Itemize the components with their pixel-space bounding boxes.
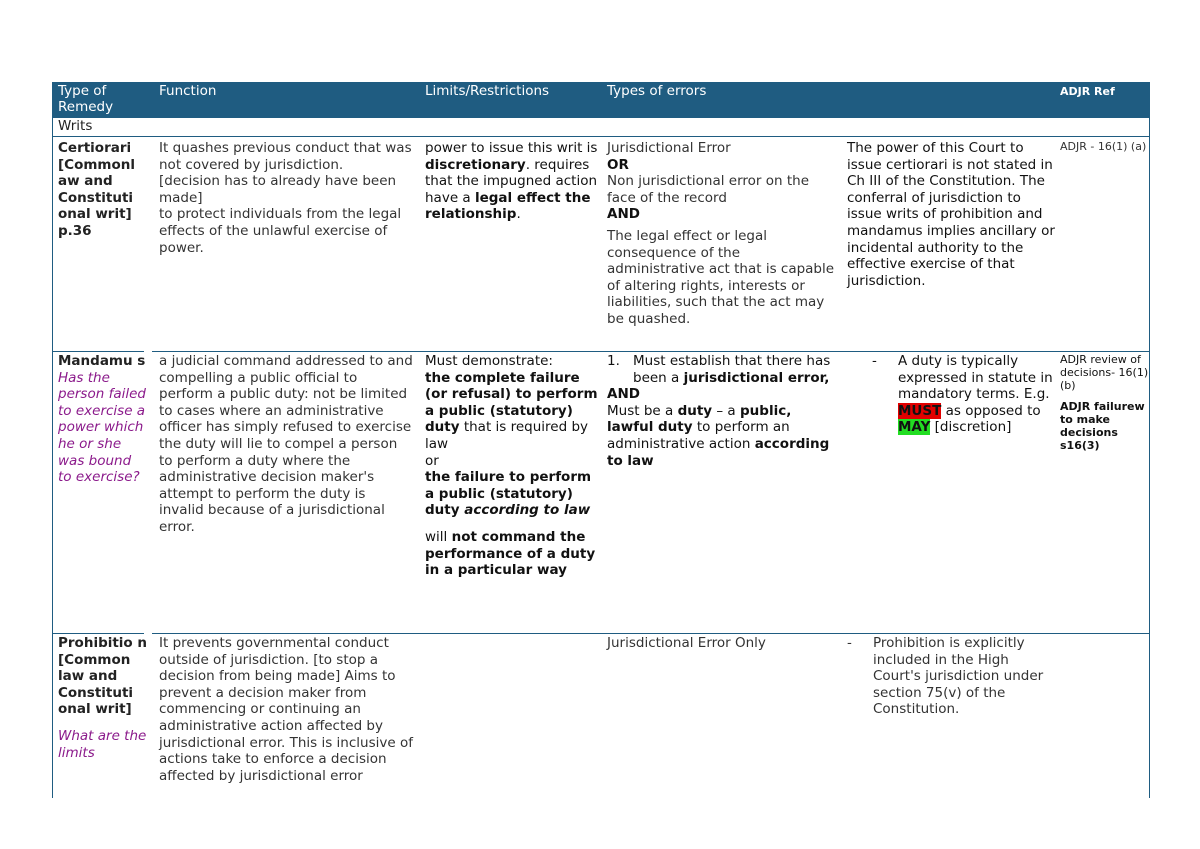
notes-text: Prohibition is explicitly included in the High Court's jurisdiction under section 75(v) of the Constitution. bbox=[873, 635, 1044, 718]
header-type: Type of Remedy bbox=[58, 83, 114, 115]
remedy-name: Mandamu s bbox=[58, 353, 146, 369]
function-line: [decision has to already have been made] bbox=[159, 173, 397, 206]
errors-cell bbox=[607, 140, 837, 328]
limits-bold-italic: according to law bbox=[464, 502, 591, 519]
remedy-name: Certiorari [Commonl aw and Constituti onal writ] p.36 bbox=[58, 140, 135, 239]
errors-line: The legal effect or legal consequence of the administrative act that is capable of altering rights, interests or liabilities, such that the act may be quashed. bbox=[607, 227, 835, 327]
header-errors: Types of errors bbox=[607, 83, 707, 99]
function-cell bbox=[159, 140, 414, 256]
limits-cell bbox=[425, 353, 600, 579]
errors-list-item bbox=[607, 353, 837, 386]
header-function: Function bbox=[159, 83, 217, 99]
limits-text: . bbox=[516, 206, 521, 223]
notes-text: A duty is typically expressed in statute in mandatory terms. E.g. bbox=[898, 353, 1053, 403]
errors-and: AND bbox=[607, 206, 640, 223]
limits-bold: not command the performance of a duty in a particular way bbox=[425, 528, 596, 579]
limits-bold: discretionary bbox=[425, 156, 526, 173]
adjr-failure: ADJR failurew to make decisions s16(3) bbox=[1060, 400, 1145, 452]
notes-cell bbox=[872, 353, 1057, 436]
highlight-may: MAY bbox=[898, 419, 931, 436]
notes-cell: The power of this Court to issue certiorari is not stated in Ch III of the Constitution. The conferral of jurisdiction to issue writs of prohibition and mandamus implies ancillary or incidental authority to the effective exercise of that jurisdiction. bbox=[847, 140, 1055, 289]
remedy-cell bbox=[58, 353, 148, 486]
remedy-cell bbox=[58, 635, 148, 761]
remedy-question: Has the person failed to exercise a power which he or she was bound to exercise? bbox=[58, 369, 146, 486]
table-header bbox=[52, 82, 1150, 117]
limits-text: . requires that the impugned action have a bbox=[425, 156, 598, 206]
remedy-name: Prohibitio n [Common law and Constituti onal writ] bbox=[58, 635, 148, 718]
limits-bold: the complete failure (or refusal) to perform a public (statutory) duty bbox=[425, 369, 598, 436]
errors-cell: Jurisdictional Error Only bbox=[607, 635, 766, 651]
limits-text: power to issue this writ is bbox=[425, 140, 598, 156]
function-line: to protect individuals from the legal effects of the unlawful exercise of power. bbox=[159, 206, 402, 256]
errors-text: to perform an administrative action bbox=[607, 419, 790, 452]
errors-or: OR bbox=[607, 156, 629, 173]
errors-bold: duty bbox=[677, 402, 713, 419]
left-edge bbox=[52, 82, 53, 798]
limits-intro: Must demonstrate: bbox=[425, 353, 553, 369]
errors-and: AND bbox=[607, 386, 640, 403]
row-divider bbox=[152, 351, 1150, 352]
function-cell: a judicial command addressed to and compelling a public official to perform a public duty: not be limited to cases where an administrative officer has simply refused to exercise the duty will lie to compel a person to perform a duty where the administrative decision maker's attempt to perform the duty is invalid because of a jurisdictional error. bbox=[159, 353, 413, 535]
right-edge bbox=[1149, 82, 1150, 798]
limits-bold: the failure to perform a public (statutory) duty bbox=[425, 469, 592, 519]
table-row-certiorari bbox=[52, 137, 1150, 353]
errors-bold: public, lawful duty bbox=[607, 402, 792, 436]
limits-text: that is required by law bbox=[425, 419, 589, 452]
limits-text: will bbox=[425, 528, 452, 545]
errors-line: Jurisdictional Error bbox=[607, 140, 731, 156]
list-dash: - bbox=[847, 635, 852, 651]
errors-cell bbox=[607, 353, 837, 469]
errors-line: Non jurisdictional error on the face of the record bbox=[607, 173, 809, 206]
adjr-review: ADJR review of decisions- 16(1)(b) bbox=[1060, 353, 1149, 392]
adjr-ref: ADJR - 16(1) (a) bbox=[1060, 140, 1147, 153]
limits-or: or bbox=[425, 452, 439, 469]
errors-bold: according to law bbox=[607, 435, 830, 469]
errors-bold: jurisdictional error, bbox=[683, 369, 830, 386]
row-divider bbox=[52, 633, 144, 634]
header-limits: Limits/Restrictions bbox=[425, 83, 550, 99]
remedy-question: What are the limits bbox=[58, 727, 147, 761]
notes-text: [discretion] bbox=[930, 419, 1012, 436]
notes-cell bbox=[847, 635, 1057, 718]
section-writs: Writs bbox=[52, 117, 1150, 137]
row-divider bbox=[152, 633, 1150, 634]
function-cell: It prevents governmental conduct outside of jurisdiction. [to stop a decision from being made] Aims to prevent a decision maker from commencing or continuing an administrative action affected by jurisdictional error. This is inclusive of actions take to enforce a decision affected by jurisdictional error bbox=[159, 635, 413, 784]
limits-bold: legal effect the relationship bbox=[425, 189, 591, 223]
list-dash: - bbox=[872, 353, 877, 369]
notes-list-item bbox=[872, 353, 1057, 436]
table-row-prohibition bbox=[52, 635, 1150, 800]
row-divider bbox=[52, 351, 144, 352]
table-row-mandamus bbox=[52, 353, 1150, 635]
list-number: 1. bbox=[607, 353, 620, 369]
adjr-ref bbox=[1060, 353, 1150, 452]
notes-text: as opposed to bbox=[941, 402, 1041, 419]
highlight-must: MUST bbox=[898, 402, 942, 419]
remedies-table bbox=[52, 82, 1150, 800]
header-adjr: ADJR Ref bbox=[1060, 85, 1115, 98]
function-line: It quashes previous conduct that was not covered by jurisdiction. bbox=[159, 140, 412, 173]
errors-text: – a bbox=[712, 402, 740, 419]
notes-list-item bbox=[847, 635, 1057, 718]
errors-text: Must be a bbox=[607, 402, 678, 419]
limits-cell bbox=[425, 140, 600, 223]
errors-text: Must establish that there has been a bbox=[633, 353, 831, 386]
